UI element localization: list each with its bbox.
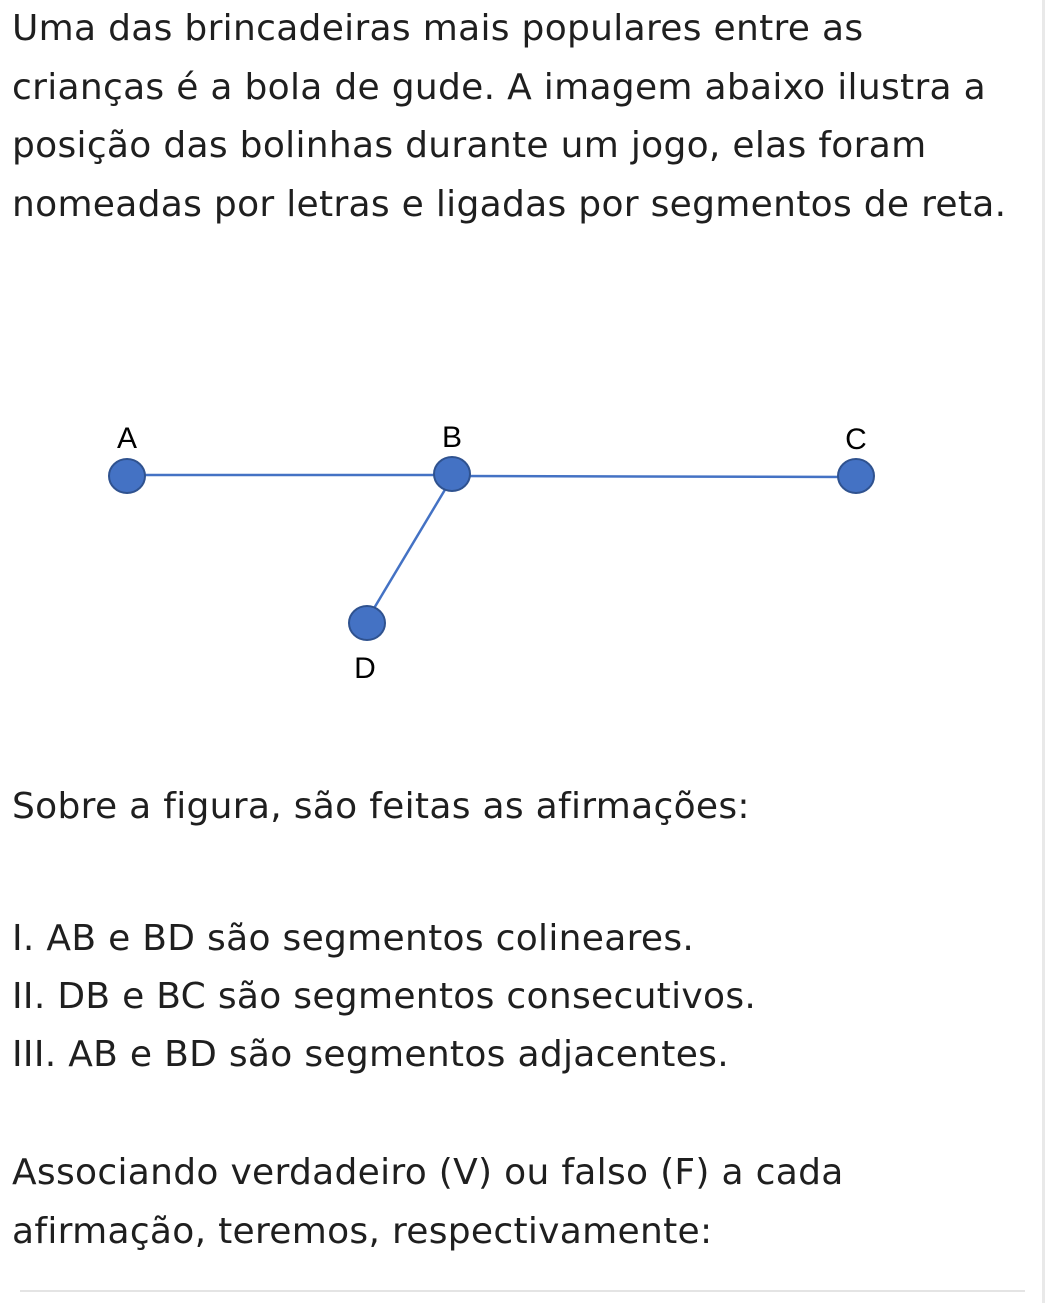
question-text: Associando verdadeiro (V) ou falso (F) a cada afirmação, teremos, respectivamente: [12, 1152, 844, 1252]
statement-3: III. AB e BD são segmentos adjacentes. [12, 1034, 729, 1075]
segment-bd [367, 488, 446, 620]
marble-d [349, 606, 385, 640]
bottom-divider [20, 1290, 1025, 1292]
label-d: D [354, 652, 376, 685]
statement-1: I. AB e BD são segmentos colineares. [12, 918, 695, 959]
label-c: C [845, 423, 867, 456]
statements-lead: Sobre a figura, são feitas as afirmações: [12, 786, 750, 827]
marble-c [838, 459, 874, 493]
marble-b [434, 457, 470, 491]
statement-2: II. DB e BC são segmentos consecutivos. [12, 976, 757, 1017]
problem-intro: Uma das brincadeiras mais populares entre as crianças é a bola de gude. A imagem abaixo ilustra a posição das bolinhas durante um jogo, elas foram nomeadas por letras e ligadas por segmentos de reta. [12, 8, 1007, 225]
label-b: B [441, 421, 463, 454]
segment-bc [452, 476, 856, 477]
marble-a [109, 459, 145, 493]
label-a: A [116, 422, 138, 455]
marbles-figure [0, 400, 1045, 700]
